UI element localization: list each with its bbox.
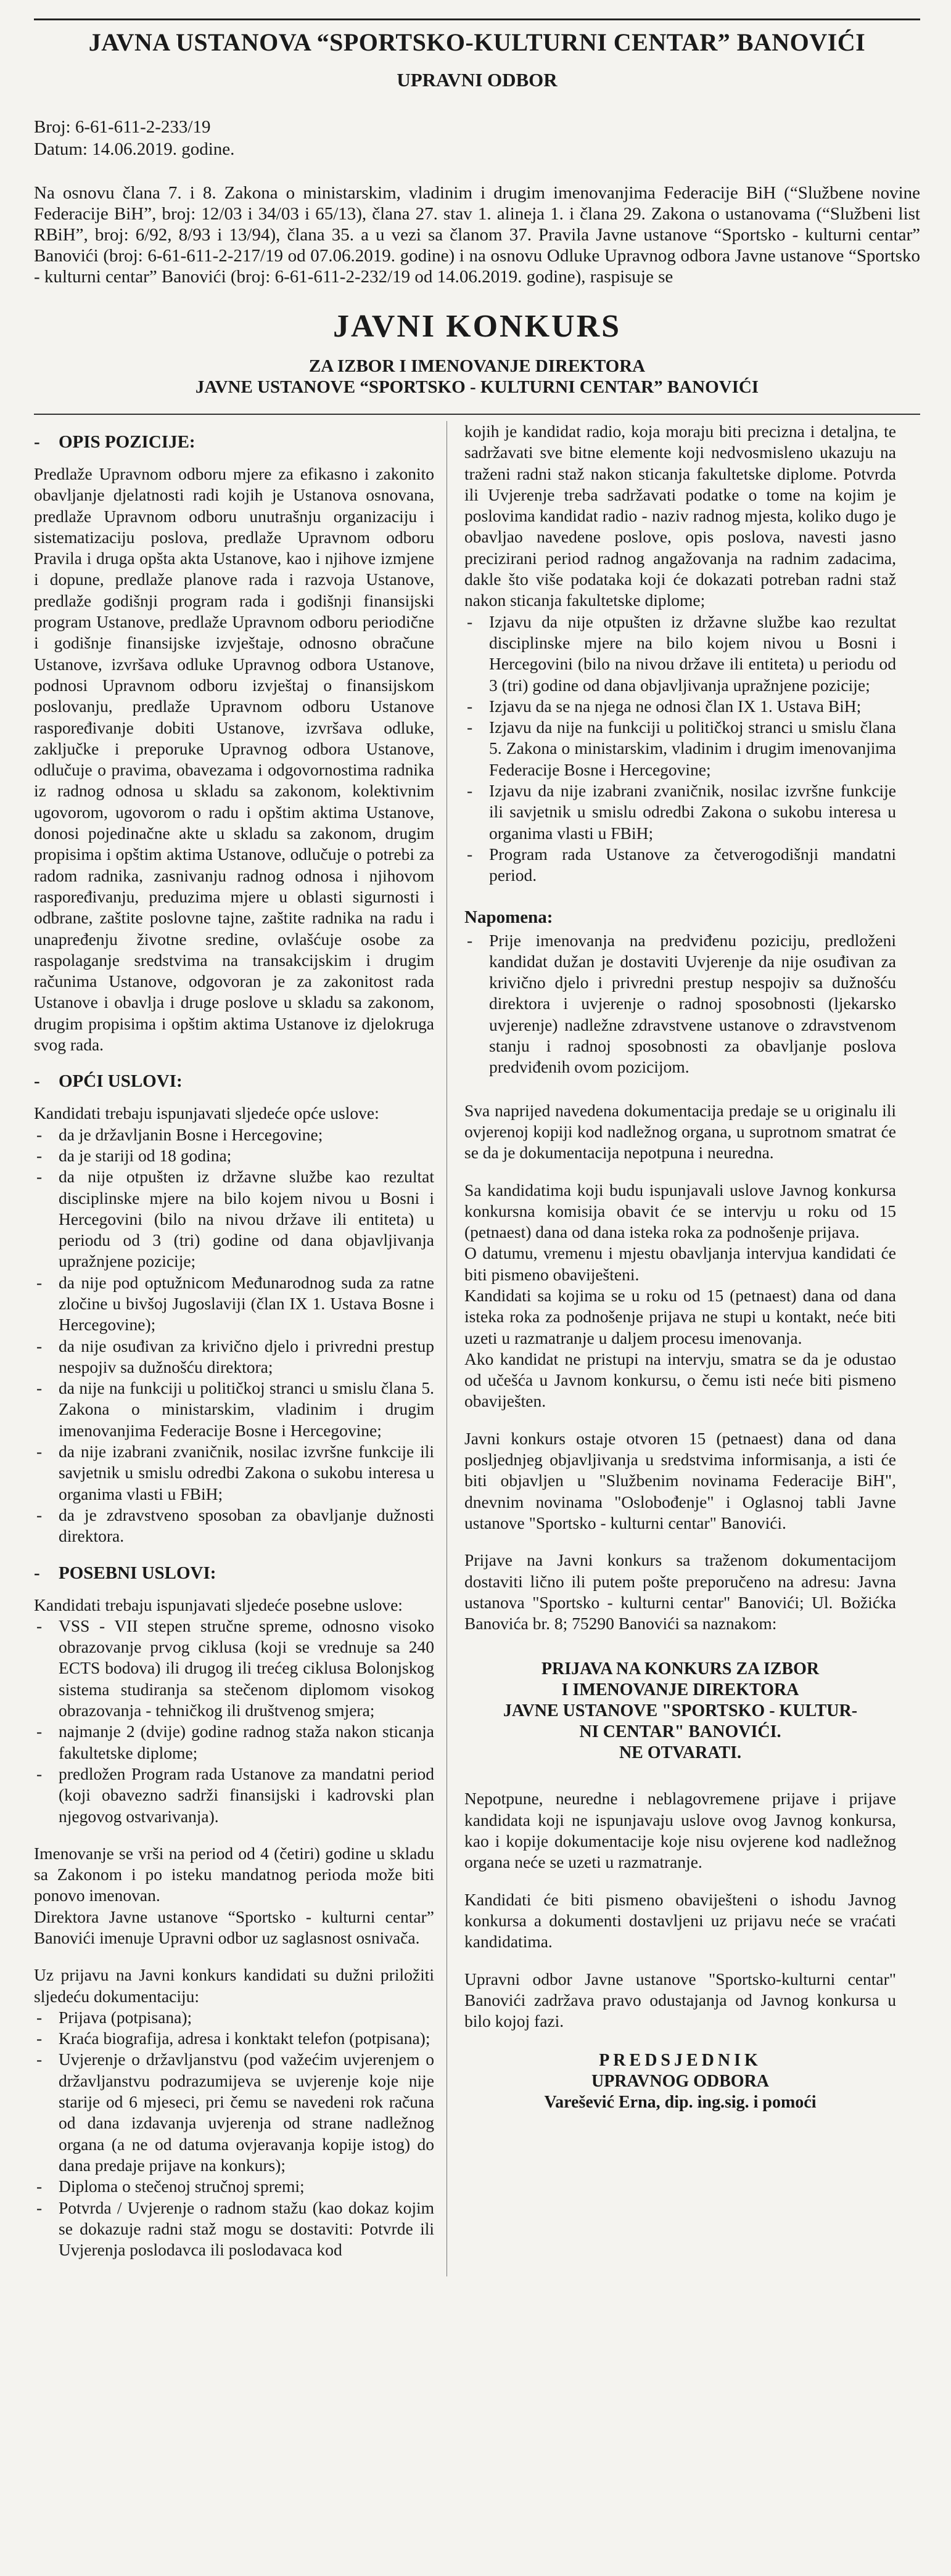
- paragraph-address: Prijave na Javni konkurs sa traženom dokumentacijom dostaviti lično ili putem pošte preporučeno na adresu: Javna ustanova "Sportsko - kulturni centar" Banovići; Ul. Božićka Banovića br. 8; 75290 Banovići sa naznakom:: [464, 1550, 896, 1634]
- opci-list: [34, 1124, 434, 1547]
- list-item: - predložen Program rada Ustanove za mandatni period (koji obavezno sadrži finansijski i kadrovski plan njegovog ostvarivanja).: [34, 1764, 434, 1827]
- napomena-list: [464, 930, 896, 1078]
- section-rule: [34, 414, 920, 415]
- document-meta: [34, 116, 920, 160]
- paragraph-interview: Sa kandidatima koji budu ispunjavali uslove Javnog konkursa konkursna komisija obavit će se intervju u roku od 15 (petnaest) dana od dana isteka roka za podnošenje prijava.: [464, 1180, 896, 1242]
- top-rule: [34, 18, 920, 20]
- list-item: - Program rada Ustanove za četverogodišnji mandatni period.: [464, 844, 896, 886]
- notice-line: PRIJAVA NA KONKURS ZA IZBOR: [541, 1659, 820, 1679]
- section-heading-opci: - OPĆI USLOVI:: [34, 1071, 183, 1092]
- notice-line: NE OTVARATI.: [619, 1743, 742, 1763]
- section-heading-posebni: - POSEBNI USLOVI:: [34, 1563, 216, 1583]
- list-item: - VSS - VII stepen stručne spreme, odnosno visoko obrazovanje prvog ciklusa (koji se vrednuje sa 240 ECTS bodova) ili drugog ili trećeg ciklusa Bolonjskog sistema studiranja sa stečenom diplomom visokog obrazovanja - tehničkog ili društvenog smjera;: [34, 1616, 434, 1721]
- section-heading-opis: - OPIS POZICIJE:: [34, 432, 196, 452]
- paragraph-withdraw: Upravni odbor Javne ustanove "Sportsko-kulturni centar" Banovići zadržava pravo odustajanja od Javnog konkursa u bilo kojoj fazi.: [464, 1969, 896, 2031]
- main-title: JAVNI KONKURS: [332, 309, 622, 344]
- intro-paragraph: Na osnovu člana 7. i 8. Zakona o ministarskim, vladinim i drugim imenovanjima Federacije BiH (“Službene novine Federacije BiH”, broj: 12/03 i 34/03 i 65/13), člana 27. stav 1. alineja 1. i člana 29. Zakona o ustanovama (“Službeni list RBiH”, broj: 6/92, 8/93 i 13/94), člana 35. a u vezi sa članom 37. Pravila Javne ustanove “Sportsko - kulturni centar” Banovići (broj: 6-61-611-2-217/19 od 07.06.2019. godine) i na osnovu Odluke Upravnog odbora Javne ustanove “Sportsko - kulturni centar” Banovići (broj: 6-61-611-2-232/19 od 14.06.2019. godine), raspisuje se: [34, 183, 920, 287]
- list-item: - Prije imenovanja na predviđenu poziciju, predloženi kandidat dužan je dostaviti Uvjerenje da nije osuđivan za krivično djelo i privredni prestup nespojiv sa dužnošću direktora i uvjerenje o radnoj sposobnosti (ljekarsko uvjerenje) nadležne zdravstvene ustanove o zdravstvenom stanju i radnoj sposobnosti za obavljanje poslova predviđenih ovom pozicijom.: [464, 930, 896, 1078]
- list-item: - da nije izabrani zvaničnik, nosilac izvršne funkcije ili savjetnik u smislu odredbi Zakona o sukobu interesa u organima vlasti u FBiH;: [34, 1441, 434, 1505]
- paragraph-originals: Sva naprijed navedena dokumentacija predaje se u originalu ili ovjerenoj kopiji kod nadležnog organa, u suprotnom smatrat će se da je dokumentacija nepotpuna i neuredna.: [464, 1100, 896, 1163]
- signature-block: [464, 2050, 896, 2113]
- subtitle-line-2: JAVNE USTANOVE “SPORTSKO - KULTURNI CENTAR” BANOVIĆI: [195, 377, 759, 397]
- list-item: - Prijava (potpisana);: [34, 2007, 434, 2028]
- notice-line: I IMENOVANJE DIREKTORA: [561, 1680, 799, 1700]
- documents-list: [34, 2007, 434, 2261]
- napomena-heading: Napomena:: [464, 907, 553, 927]
- document-number: Broj: 6-61-611-2-233/19: [34, 117, 211, 137]
- signatory-name: Varešević Erna, dip. ing.sig. i pomoći: [544, 2093, 817, 2112]
- documents-intro: Uz prijavu na Javni konkurs kandidati su dužni priložiti sljedeću dokumentaciju:: [34, 1965, 434, 2006]
- left-column: [34, 421, 447, 2276]
- statements-list: [464, 611, 896, 886]
- mandate-text: Imenovanje se vrši na period od 4 (četiri) godine u skladu sa Zakonom i po isteku mandatnog perioda može biti ponovo imenovan.: [34, 1843, 434, 1905]
- list-item: - Izjavu da nije na funkciji u političkoj stranci u smislu člana 5. Zakona o ministarskim, vladinim i drugim imenovanjima Federacije Bosne i Hercegovine;: [464, 717, 896, 780]
- continued-text: kojih je kandidat radio, koja moraju biti precizna i detaljna, te sadržavati sve bitne elemente koji nedvosmisleno ukazuju na traženi radni staž nakon sticanja fakultetske diplome. Potvrda ili Uvjerenje treba sadržavati podatke o tome na kojim je poslovima kandidat radio - naziv radnog mjesta, koliko dugo je obavljao navedene poslove, opis poslova, navesti jasno precizirani period radnog angažovanja na radnim zadacima, dakle što više podataka koji će dokazati potreban radni staž nakon sticanja fakultetske diplome;: [464, 422, 896, 610]
- list-item: - Kraća biografija, adresa i konktakt telefon (potpisana);: [34, 2028, 434, 2049]
- paragraph-results: Kandidati će biti pismeno obaviješteni o ishodu Javnog konkursa a dokumenti dostavljeni uz prijavu neće se vraćati kandidatima.: [464, 1889, 896, 1952]
- paragraph-incomplete: Nepotpune, neuredne i neblagovremene prijave i prijave kandidata koji ne ispunjavaju uslove ovog Javnog konkursa, kao i kopije dokumentacije koje nisu ovjerene kod nadležnog organa neće se uzeti u razmatranje.: [464, 1789, 896, 1872]
- subtitle: [34, 356, 920, 398]
- list-item: - najmanje 2 (dvije) godine radnog staža nakon sticanja fakultetske diplome;: [34, 1721, 434, 1764]
- two-column-body: [34, 421, 920, 2276]
- list-item: - Izjavu da nije izabrani zvaničnik, nosilac izvršne funkcije ili savjetnik u smislu odredbi Zakona o sukobu interesa u organima vlasti u FBiH;: [464, 780, 896, 844]
- list-item: - da je stariji od 18 godina;: [34, 1145, 434, 1166]
- posebni-list: [34, 1616, 434, 1827]
- list-item: - da je zdravstveno sposoban za obavljanje dužnosti direktora.: [34, 1505, 434, 1547]
- opci-intro: Kandidati trebaju ispunjavati sljedeće opće uslove:: [34, 1103, 379, 1123]
- notice-line: NI CENTAR" BANOVIĆI.: [579, 1722, 781, 1742]
- board-title: UPRAVNI ODBOR: [397, 69, 558, 91]
- list-item: - da nije osuđivan za krivično djelo i privredni prestup nespojiv sa dužnošću direktora;: [34, 1336, 434, 1378]
- notice-line: JAVNE USTANOVE "SPORTSKO - KULTUR-: [503, 1701, 858, 1721]
- signatory-title: PREDSJEDNIK: [599, 2051, 762, 2071]
- posebni-intro: Kandidati trebaju ispunjavati sljedeće posebne uslove:: [34, 1595, 403, 1614]
- list-item: - da je državljanin Bosne i Hercegovine;: [34, 1124, 434, 1145]
- paragraph-interview-notice: O datumu, vremenu i mjestu obavljanja intervjua kandidati će biti pismeno obaviješteni.: [464, 1243, 896, 1284]
- list-item: - Uvjerenje o državljanstvu (pod važećim uvjerenjem o državljanstvu podrazumijeva se uvjerenje koje nije starije od 6 mjeseci, pri čemu se navedeni rok računa od dana izdavanja uvjerenja od strane nadležnog organa (a ne od datuma ovjeravanja kopije istog) do dana predaje prijave na konkurs);: [34, 2049, 434, 2176]
- envelope-notice: [464, 1659, 896, 1764]
- list-item: - da nije otpušten iz državne službe kao rezultat disciplinske mjere na bilo kojem nivou u Bosni i Hercegovini (bilo na nivou države ili entiteta) u periodu od 3 (tri) godine od dana objavljivanja upražnjene pozicije;: [34, 1166, 434, 1272]
- document-date: Datum: 14.06.2019. godine.: [34, 139, 235, 159]
- right-column: [464, 421, 896, 2276]
- institution-title: JAVNA USTANOVA “SPORTSKO-KULTURNI CENTAR” BANOVIĆI: [88, 28, 866, 56]
- paragraph-duration: Javni konkurs ostaje otvoren 15 (petnaest) dana od dana posljednjeg objavljivanja u sredstvima informisanja, a isti će biti objavljen u "Službenim novinama Federacije BiH", dnevnim novinama "Oslobođenje" i Oglasnoj tabli Javne ustanove "Sportsko - kulturni centar" Banovići.: [464, 1428, 896, 1532]
- subtitle-line-1: ZA IZBOR I IMENOVANJE DIREKTORA: [308, 356, 646, 376]
- signatory-body: UPRAVNOG ODBORA: [591, 2072, 770, 2091]
- paragraph-no-contact: Kandidati sa kojima se u roku od 15 (petnaest) dana od dana isteka roka za podnošenje prijava ne stupi u kontakt, neće biti uzeti u razmatranje u daljem procesu imenovanja.: [464, 1285, 896, 1347]
- list-item: - da nije pod optužnicom Međunarodnog suda za ratne zločine u bivšoj Jugoslaviji (član IX 1. Ustava Bosne i Hercegovine);: [34, 1272, 434, 1336]
- list-item: - Diploma o stečenoj stručnoj spremi;: [34, 2176, 434, 2197]
- list-item: - Izjavu da se na njega ne odnosi član IX 1. Ustava BiH;: [464, 696, 896, 717]
- opis-text: Predlaže Upravnom odboru mjere za efikasno i zakonito obavljanje djelatnosti radi kojih je Ustanova osnovana, predlaže Upravnom odboru unutrašnju organizaciju i sistematizaciju poslova, predlaže Upravnom odboru Pravila i druga opšta akta Ustanove, kao i njihove izmjene i dopune, predlaže planove rada i razvoja Ustanove, predlaže godišnji program rada i godišnji finansijski program Ustanove, predlaže Upravnom odboru periodične i godišnje finansijske izvještaje, odnosno obračune Ustanove, izvršava odluke Upravnog odbora Ustanove, podnosi Upravnom odboru izvještaj o finansijskom poslovanju, predlaže Upravnom odboru Ustanove raspoređivanje dobiti Ustanove, izvršava odluke, zaključke i preporuke Upravnog odbora Ustanove, odlučuje o pravima, obavezama i odgovornostima radnika iz radnog odnosa u skladu sa zakonom, kolektivnim ugovorom, ugovorom o radu i opštim aktima Ustanove, donosi pojedinačne akte u skladu sa zakonom, drugim propisima i opštim aktima Ustanove, odlučuje o potrebi za radom radnika, zasnivanju radnog odnosa i njihovom raspoređivanju, preduzima mjere u oblasti sigurnosti i odbrane, zaštite poslovne tajne, zaštite radnika na radu i unapređenju životne sredine, ovlašćuje osobe za raspolaganje sredstvima na transakcijskim i drugim računima Ustanove, odgovoran je za zakonitost rada Ustanove i obavlja i druge poslove u skladu sa zakonom, drugim propisima i opštim aktima Ustanove iz djelokruga svog rada.: [34, 464, 434, 1055]
- list-item: - Potvrda / Uvjerenje o radnom stažu (kao dokaz kojim se dokazuje radni staž mogu se dostaviti: Potvrde ili Uvjerenja poslodavca ili poslodavaca kod: [34, 2198, 434, 2261]
- director-text: Direktora Javne ustanove “Sportsko - kulturni centar” Banovići imenuje Upravni odbor uz saglasnost osnivača.: [34, 1907, 434, 1947]
- paragraph-no-show: Ako kandidat ne pristupi na intervju, smatra se da je odustao od učešća u Javnom konkursu, o čemu isti neće biti pismeno obaviješten.: [464, 1349, 896, 1411]
- list-item: - Izjavu da nije otpušten iz državne službe kao rezultat disciplinske mjere na bilo kojem nivou u Bosni i Hercegovini (bilo na nivou države ili entiteta) u periodu od 3 (tri) godine od dana objavljivanja upražnjene pozicije;: [464, 611, 896, 696]
- list-item: - da nije na funkciji u političkoj stranci u smislu člana 5. Zakona o ministarskim, vladinim i drugim imenovanjima Federacije Bosne i Hercegovine;: [34, 1378, 434, 1441]
